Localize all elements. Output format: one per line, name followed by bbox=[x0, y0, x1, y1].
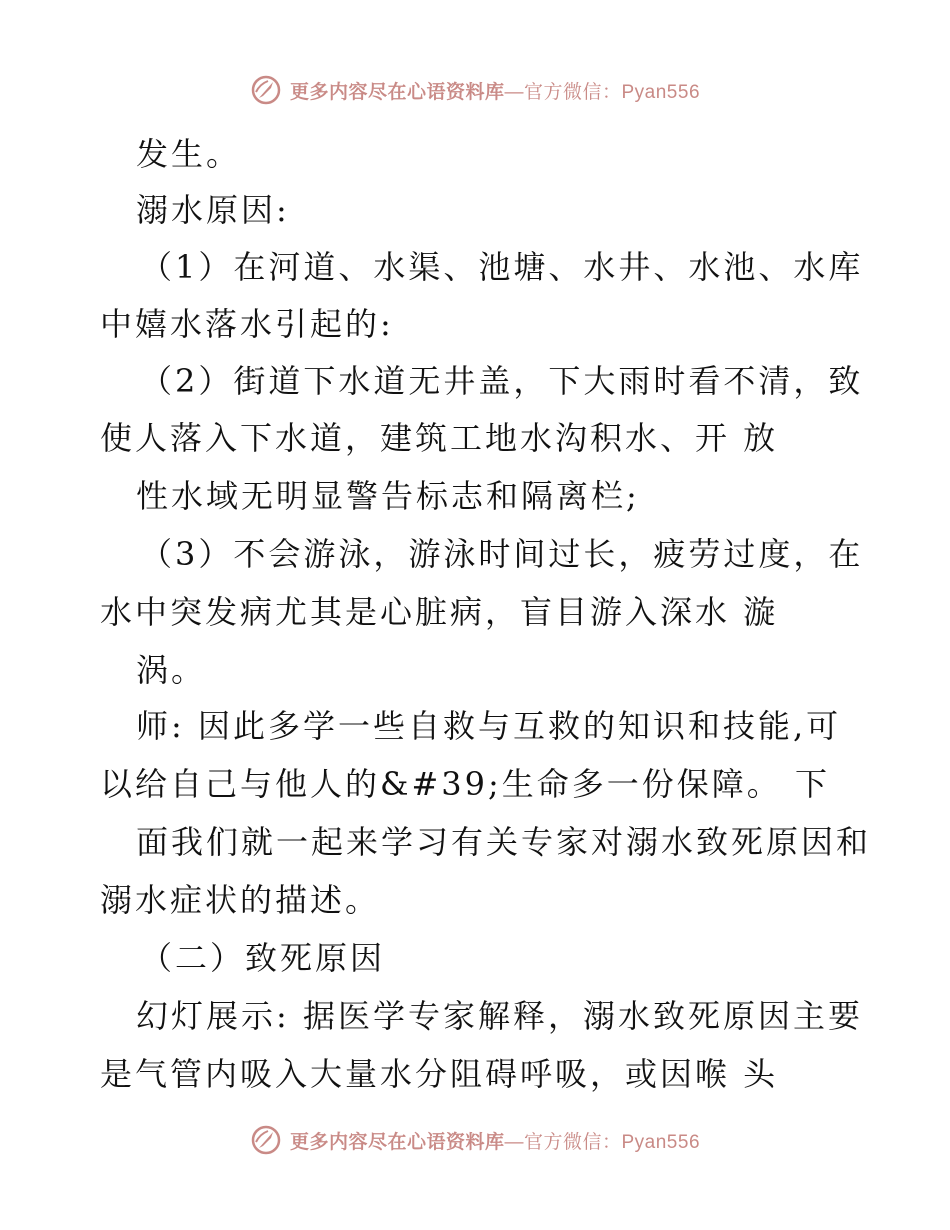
text-line: 发生。 bbox=[136, 135, 242, 173]
text-line: 面我们就一起来学习有关专家对溺水致死原因和 bbox=[136, 823, 872, 861]
text-line: （二）致死原因 bbox=[140, 939, 386, 977]
text-line: （2）街道下水道无井盖，下大雨时看不清，致 bbox=[140, 362, 864, 400]
text-line: 性水域无明显警告标志和隔离栏; bbox=[136, 477, 640, 515]
text-line: 涡。 bbox=[136, 651, 207, 689]
text-line: 水中突发病尤其是心脏病，盲目游入深水 漩 bbox=[100, 593, 779, 631]
text-line: 溺水症状的描述。 bbox=[100, 881, 381, 919]
text-line: 溺水原因: bbox=[136, 191, 290, 229]
text-line: （3）不会游泳，游泳时间过长，疲劳过度，在 bbox=[140, 535, 864, 573]
text-line: 中嬉水落水引起的: bbox=[100, 305, 394, 343]
text-line: 师: 因此多学一些自救与互救的知识和技能,可 bbox=[136, 707, 842, 745]
text-line: 幻灯展示: 据医学专家解释，溺水致死原因主要 bbox=[136, 997, 863, 1035]
text-line: 使人落入下水道，建筑工地水沟积水、开 放 bbox=[100, 419, 779, 457]
quill-logo-icon bbox=[250, 74, 282, 106]
quill-logo-icon bbox=[250, 1124, 282, 1156]
text-line: 是气管内吸入大量水分阻碍呼吸，或因喉 头 bbox=[100, 1055, 779, 1093]
header-watermark bbox=[0, 74, 950, 106]
watermark-text: 更多内容尽在心语资料库—官方微信：Pyan556 bbox=[289, 1131, 701, 1153]
watermark-text: 更多内容尽在心语资料库—官方微信：Pyan556 bbox=[289, 81, 701, 103]
footer-watermark bbox=[0, 1124, 950, 1156]
text-line: 以给自己与他人的&#39;生命多一份保障。 下 bbox=[100, 765, 830, 803]
text-line: （1）在河道、水渠、池塘、水井、水池、水库 bbox=[140, 248, 864, 286]
